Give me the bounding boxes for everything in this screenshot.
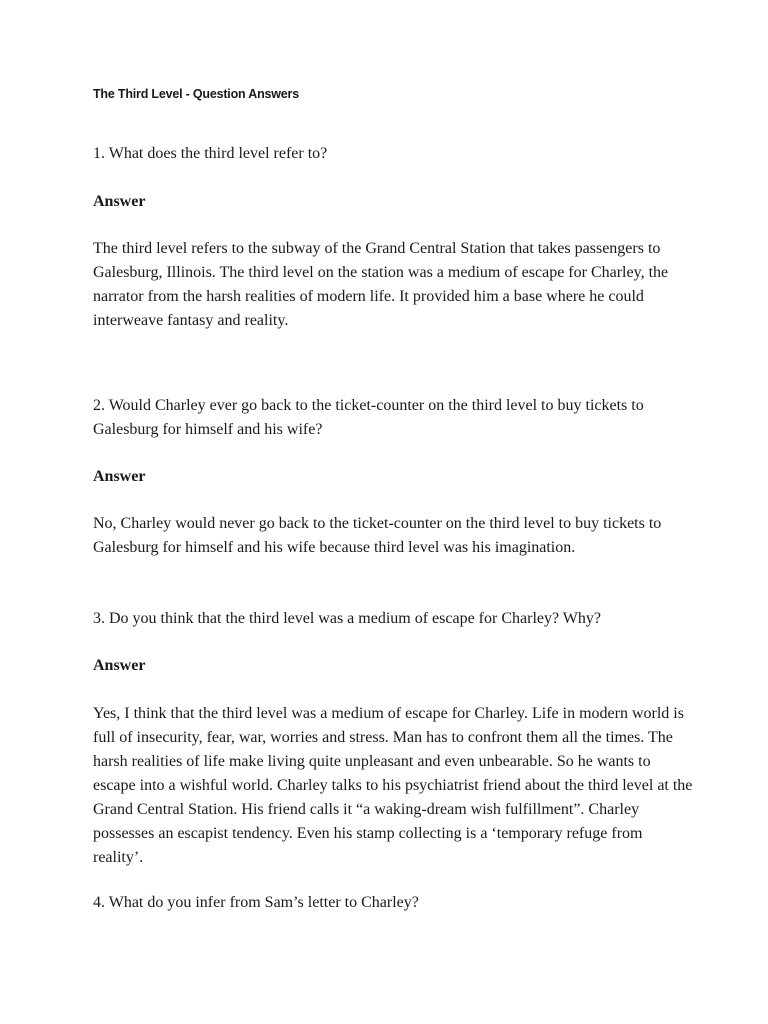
question-1: 1. What does the third level refer to? bbox=[93, 145, 328, 162]
answer-label-2: Answer bbox=[93, 468, 146, 485]
answer-text-1: The third level refers to the subway of the Grand Central Station that takes passengers to Galesburg, Illinois. The third level on the station was a medium of escape for Charley, the narrator from the harsh realities of modern life. It provided him a base where he could interweave fantasy and reality. bbox=[93, 240, 669, 329]
question-4: 4. What do you infer from Sam’s letter to Charley? bbox=[93, 894, 419, 911]
question-2: 2. Would Charley ever go back to the ticket-counter on the third level to buy tickets to Galesburg for himself and his wife? bbox=[93, 397, 644, 438]
document-title: The Third Level - Question Answers bbox=[93, 87, 299, 101]
answer-label-3: Answer bbox=[93, 657, 146, 674]
answer-text-2: No, Charley would never go back to the ticket-counter on the third level to buy tickets to Galesburg for himself and his wife because third level was his imagination. bbox=[93, 515, 662, 556]
answer-text-3: Yes, I think that the third level was a medium of escape for Charley. Life in modern world is full of insecurity, fear, war, worries and stress. Man has to confront them all the times. The harsh realities of life make living quite unpleasant and even unbearable. So he wants to escape into a wishful world. Charley talks to his psychiatrist friend about the third level at the Grand Central Station. His friend calls it “a waking-dream wish fulfillment”. Charley possesses an escapist tendency. Even his stamp collecting is a ‘temporary refuge from reality’. bbox=[93, 705, 693, 866]
answer-label-1: Answer bbox=[93, 193, 146, 210]
question-3: 3. Do you think that the third level was a medium of escape for Charley? Why? bbox=[93, 610, 601, 627]
